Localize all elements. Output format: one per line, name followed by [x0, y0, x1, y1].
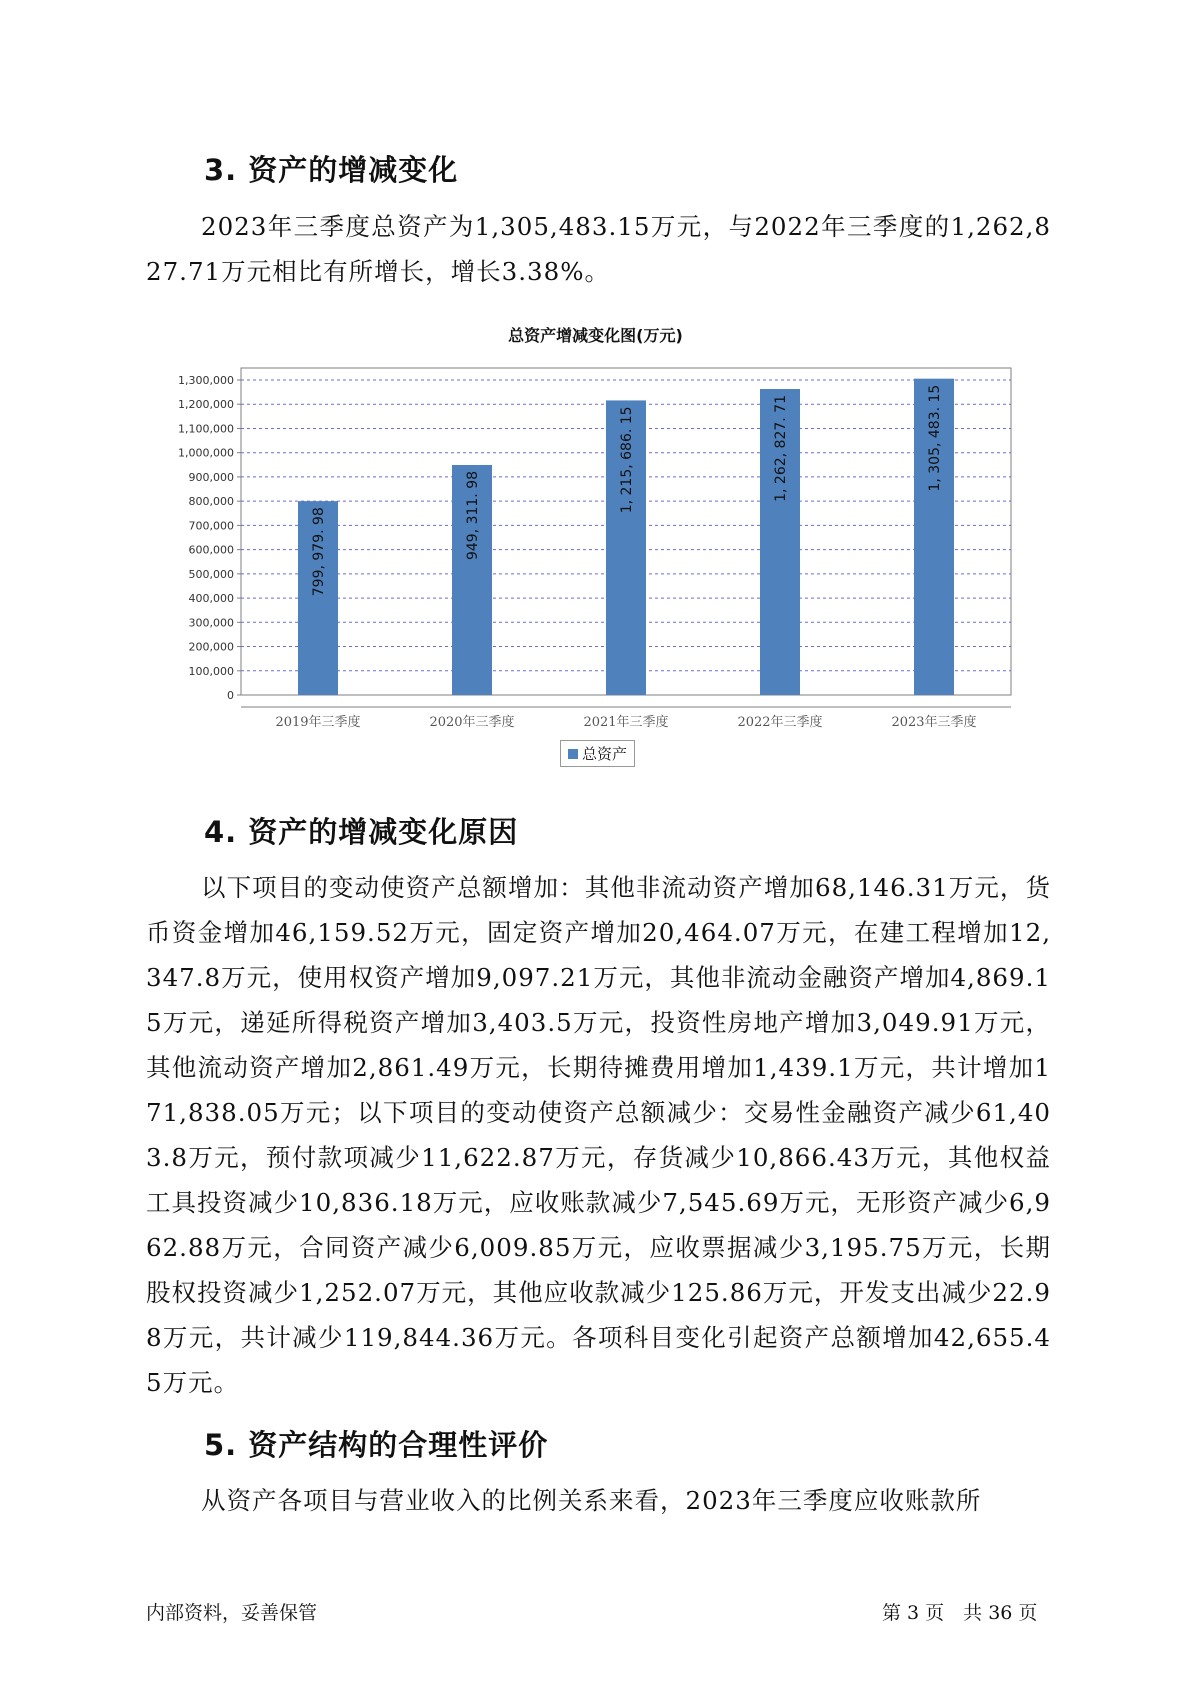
- y-tick-label: 200,000: [188, 640, 234, 654]
- section-5-paragraph: 从资产各项目与营业收入的比例关系来看，2023年三季度应收账款所: [201, 1486, 982, 1515]
- x-tick-label: 2019年三季度: [275, 715, 361, 730]
- x-tick-label: 2020年三季度: [429, 715, 515, 730]
- asset-bar-chart: [160, 355, 1020, 735]
- y-tick-label: 1,000,000: [178, 446, 234, 460]
- legend-label: 总资产: [582, 745, 628, 763]
- footer-page-number: 第 3 页 共 36 页: [882, 1602, 1038, 1624]
- bar-value-label: 949, 311. 98: [465, 470, 481, 561]
- x-tick-label: 2022年三季度: [737, 715, 823, 730]
- y-tick-label: 1,300,000: [178, 374, 234, 387]
- footer-confidential-note: 内部资料，妥善保管: [146, 1602, 318, 1624]
- chart-legend: [560, 740, 635, 767]
- section-3-heading: 3. 资产的增减变化: [204, 153, 459, 187]
- section-5-heading: 5. 资产结构的合理性评价: [204, 1428, 549, 1462]
- y-tick-label: 900,000: [188, 470, 234, 484]
- y-tick-label: 300,000: [188, 616, 234, 630]
- bar-value-label: 1, 262, 827. 71: [773, 395, 789, 502]
- section-3-paragraph: 2023年三季度总资产为1,305,483.15万元，与2022年三季度的1,262,827.71万元相比有所增长，增长3.38%。: [146, 212, 1051, 286]
- y-tick-label: 800,000: [188, 495, 234, 509]
- y-tick-label: 700,000: [188, 519, 234, 533]
- y-tick-label: 400,000: [188, 592, 234, 606]
- bar-value-label: 799, 979. 98: [311, 507, 327, 597]
- section-4-paragraph: 以下项目的变动使资产总额增加：其他非流动资产增加68,146.31万元，货币资金增加46,159.52万元，固定资产增加20,464.07万元，在建工程增加12,347.8万元，使用权资产增加9,097.21万元，其他非流动金融资产增加4,869.15万元，递延所得税资产增加3,403.5万元，投资性房地产增加3,049.91万元，其他流动资产增加2,861.49万元，长期待摊费用增加1,439.1万元，共计增加171,838.05万元；以下项目的变动使资产总额减少：交易性金融资产减少61,403.8万元，预付款项减少11,622.87万元，存货减少10,866.43万元，其他权益工具投资减少10,836.18万元，应收账款减少7,545.69万元，无形资产减少6,962.88万元，合同资产减少6,009.85万元，应收票据减少3,195.75万元，长期股权投资减少1,252.07万元，其他应收款减少125.86万元，开发支出减少22.98万元，共计减少119,844.36万元。各项科目变化引起资产总额增加42,655.45万元。: [146, 873, 1051, 1397]
- bar-value-label: 1, 215, 686. 15: [619, 406, 635, 514]
- bar-value-label: 1, 305, 483. 15: [927, 384, 943, 492]
- y-tick-label: 600,000: [188, 543, 234, 557]
- y-tick-label: 100,000: [188, 664, 234, 678]
- y-tick-label: 0: [227, 689, 234, 702]
- x-tick-label: 2023年三季度: [891, 715, 977, 730]
- y-tick-label: 500,000: [188, 567, 234, 581]
- x-tick-label: 2021年三季度: [583, 715, 669, 730]
- legend-swatch: [568, 749, 578, 759]
- y-tick-label: 1,200,000: [178, 398, 234, 412]
- chart-title: 总资产增减变化图(万元): [508, 326, 683, 345]
- y-tick-label: 1,100,000: [178, 422, 234, 436]
- section-4-heading: 4. 资产的增减变化原因: [204, 815, 519, 849]
